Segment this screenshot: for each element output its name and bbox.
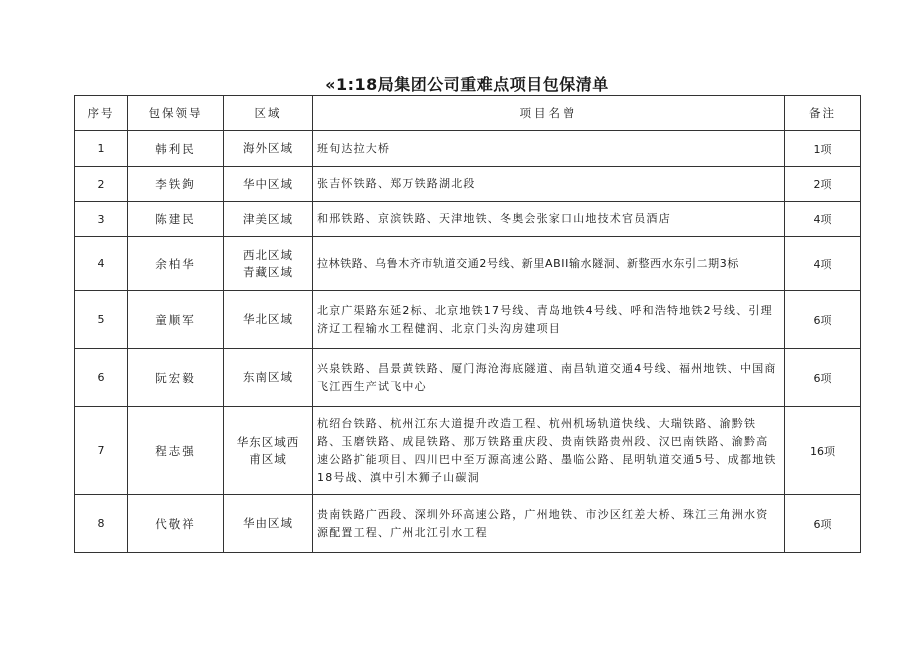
- row-no: 1: [75, 131, 128, 167]
- row-no: 3: [75, 202, 128, 237]
- region-line: 甫区域: [249, 451, 287, 466]
- row-project: 杭绍台铁路、杭州江东大道提升改造工程、杭州机场轨道快线、大瑞铁路、渝黔铁路、玉磨铁路、成昆铁路、那万铁路重庆段、贵南铁路贵州段、汉巴南铁路、渝黔高速公路扩能项目、四川巴中至万源高速公路、墨临公路、昆明轨道交通5号、成都地铁18号战、滇中引木狮子山碳洞: [313, 407, 785, 495]
- row-project: 和邢铁路、京滨铁路、天津地铁、冬奥会张家口山地技术官员酒店: [313, 202, 785, 237]
- row-remark: 4项: [785, 202, 861, 237]
- row-remark: 16项: [785, 407, 861, 495]
- row-remark: 4项: [785, 237, 861, 291]
- region-line: 东南区域: [243, 370, 293, 384]
- row-remark: 2项: [785, 167, 861, 202]
- row-no: 7: [75, 407, 128, 495]
- row-no: 2: [75, 167, 128, 202]
- region-line: 津美区域: [243, 211, 293, 226]
- row-remark: 6项: [785, 291, 861, 349]
- row-remark: 1项: [785, 131, 861, 167]
- region-line: 海外区域: [243, 141, 293, 155]
- row-leader: 代敬祥: [128, 495, 224, 553]
- row-project: 兴泉铁路、昌景黄铁路、厦门海沧海底隧道、南昌轨道交通4号线、福州地铁、中国商飞江西生产试飞中心: [313, 349, 785, 407]
- header-region: 区域: [224, 96, 313, 131]
- row-region: [224, 349, 313, 407]
- table-row: [75, 291, 861, 349]
- table-row: [75, 349, 861, 407]
- region-line: 华东区域西: [236, 434, 300, 449]
- row-leader: 程志强: [128, 407, 224, 495]
- row-no: 4: [75, 237, 128, 291]
- region-line: 西北区域: [243, 247, 293, 262]
- document-title: «1:18局集团公司重难点项目包保清单: [325, 75, 609, 94]
- header-remark: 备注: [785, 96, 861, 131]
- table-row: [75, 167, 861, 202]
- row-no: 5: [75, 291, 128, 349]
- table-row: [75, 237, 861, 291]
- row-region: [224, 131, 313, 167]
- region-line: 华由区域: [243, 516, 293, 530]
- row-leader: 余柏华: [128, 237, 224, 291]
- row-region: [224, 167, 313, 202]
- row-leader: 童顺军: [128, 291, 224, 349]
- row-no: 8: [75, 495, 128, 553]
- row-region: [224, 407, 313, 495]
- row-region: [224, 237, 313, 291]
- row-no: 6: [75, 349, 128, 407]
- row-leader: 陈建民: [128, 202, 224, 237]
- table-header-row: [75, 96, 861, 131]
- row-leader: 韩利民: [128, 131, 224, 167]
- row-remark: 6项: [785, 495, 861, 553]
- project-table: [74, 95, 861, 553]
- region-line: 华中区域: [243, 176, 293, 191]
- table-row: [75, 407, 861, 495]
- region-line: 青藏区域: [243, 264, 293, 279]
- table-row: [75, 131, 861, 167]
- row-project: 贵南铁路广西段、深圳外环高速公路，广州地铁、市沙区红差大桥、珠江三角洲水资源配置工程、广州北江引水工程: [313, 495, 785, 553]
- row-region: [224, 291, 313, 349]
- row-project: 北京广渠路东延2标、北京地铁17号线、青岛地铁4号线、呼和浩特地铁2号线、引理济辽工程输水工程健润、北京门头沟房建项目: [313, 291, 785, 349]
- row-leader: 李铁鉤: [128, 167, 224, 202]
- row-project: 班旬达拉大桥: [313, 131, 785, 167]
- table-row: [75, 495, 861, 553]
- row-project: 拉林铁路、乌鲁木齐市轨道交通2号线、新里ABII输水隧洞、新整西水东引二期3标: [313, 237, 785, 291]
- header-project: 项目名曾: [313, 96, 785, 131]
- header-leader: 包保领导: [128, 96, 224, 131]
- row-region: [224, 202, 313, 237]
- table-row: [75, 202, 861, 237]
- row-remark: 6项: [785, 349, 861, 407]
- header-no: 序号: [75, 96, 128, 131]
- region-line: 华北区域: [243, 312, 293, 326]
- row-leader: 阮宏毅: [128, 349, 224, 407]
- row-project: 张吉怀铁路、郑万铁路湖北段: [313, 167, 785, 202]
- row-region: [224, 495, 313, 553]
